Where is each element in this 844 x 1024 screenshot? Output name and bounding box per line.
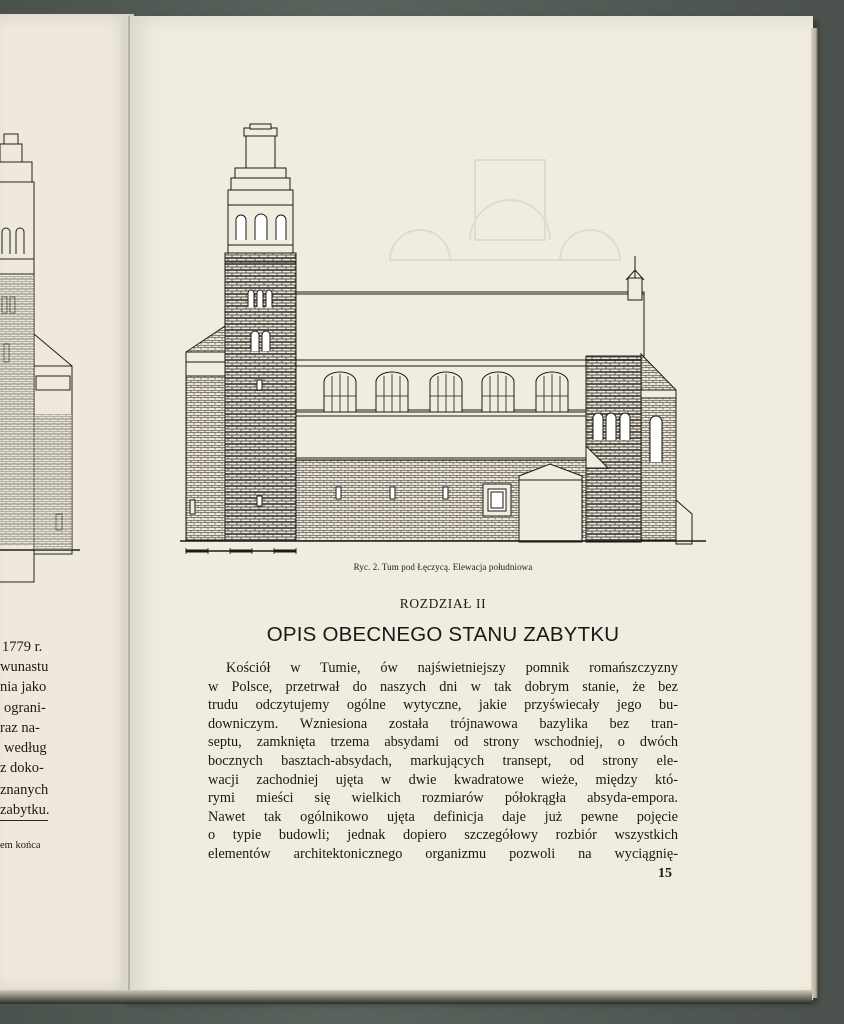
left-page-line: zabytku.: [0, 802, 50, 818]
left-page-line: 1779 r.: [2, 639, 43, 655]
body-line: bocznych basztach-absydach, markujących transept, od strony ele-: [208, 752, 678, 769]
left-page-line: raz na-: [0, 720, 40, 736]
body-line: rymi mieści się wielkich rozmiarów półokrągła absyda-empora.: [208, 790, 678, 807]
left-page-line: wunastu: [0, 659, 49, 675]
body-line: Kościół w Tumie, ów najświetniejszy pomnik romańszczyzny: [226, 660, 678, 676]
left-page-line: znanych: [0, 782, 49, 798]
figure-caption: Ryc. 2. Tum pod Łęczycą. Elewacja południowa: [353, 562, 533, 572]
body-line: downiczym. Wzniesiona została trójnawowa bazylika bez tran-: [208, 715, 678, 732]
left-page-line: nia jako: [0, 679, 47, 695]
body-line: trudu odczytujemy ogólne wytyczne, jakie przyświecały jego bu-: [208, 697, 678, 714]
body-line: w Polsce, przetrwał do naszych dni w tak dobrym stanie, że bez: [208, 678, 678, 695]
body-line: wacji zachodniej ujęta w dwie kwadratowe wieże, między któ-: [208, 771, 678, 788]
body-line: o typie budowli; jednak dopiero szczegółowy rozbiór wszystkich: [208, 827, 678, 844]
chapter-label: ROZDZIAŁ II: [399, 596, 487, 611]
left-page-footnote: em końca: [0, 840, 41, 851]
body-line: elementów architektonicznego organizmu pozwoli na wyciągnię-: [208, 845, 678, 862]
chapter-title: OPIS OBECNEGO STANU ZABYTKU: [266, 623, 620, 646]
body-line: septu, zamknięta trzema absydami od strony wschodniej, o dwóch: [208, 734, 678, 751]
left-page-line: ograni-: [4, 700, 46, 716]
body-paragraph: [208, 659, 678, 864]
body-line: Nawet tak ogólnikowo ujęta definicja daje już pewne pojęcie: [208, 808, 678, 825]
left-page-line: według: [4, 740, 47, 756]
page-number: 15: [658, 866, 672, 881]
left-page-line: z doko-: [0, 760, 44, 776]
